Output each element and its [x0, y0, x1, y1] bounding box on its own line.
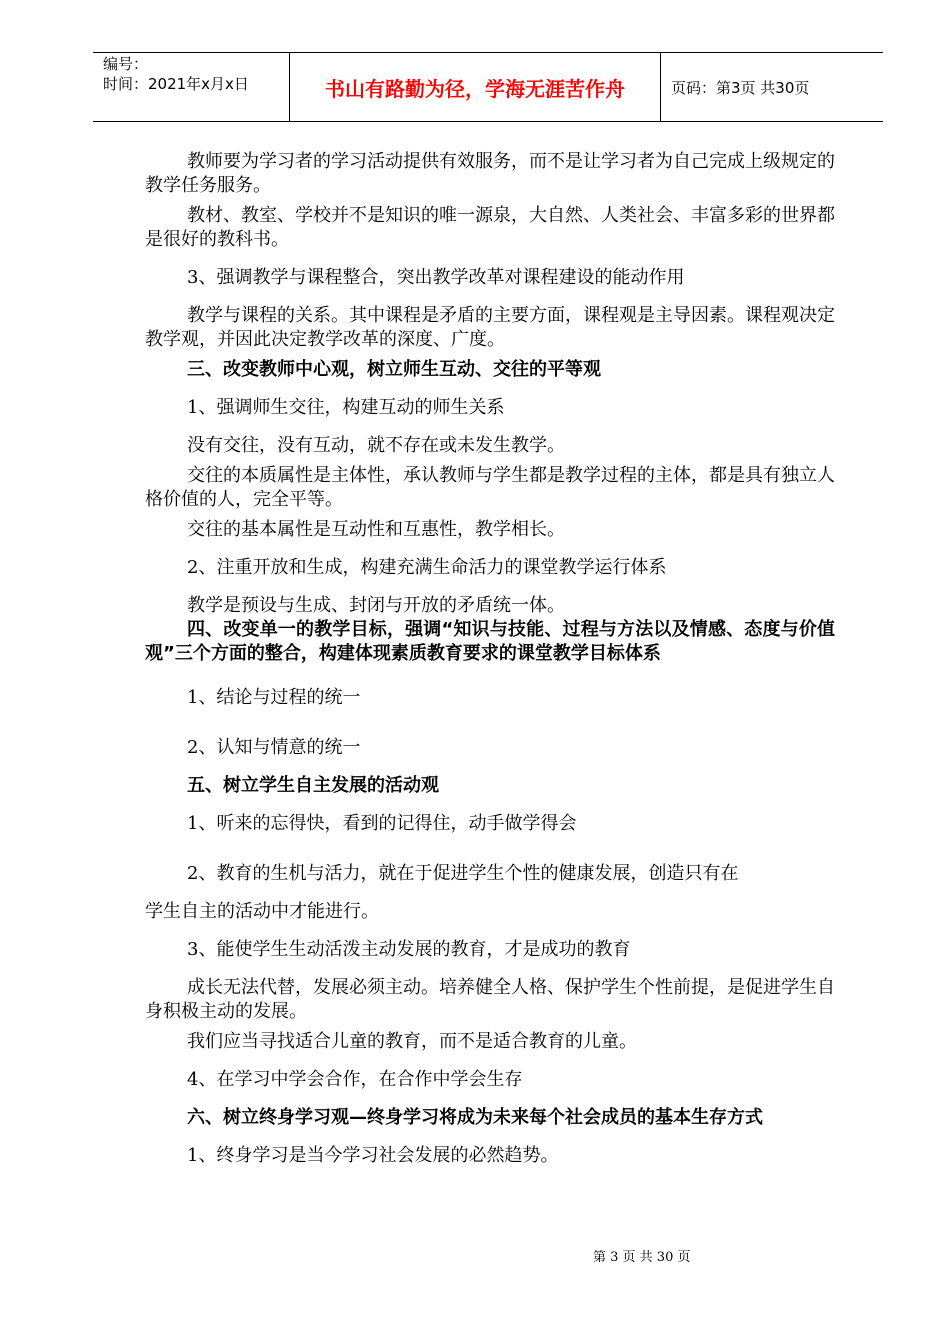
paragraph: 交往的基本属性是互动性和互惠性，教学相长。	[187, 519, 565, 540]
page-number: 第 3 页 共 30 页	[593, 1250, 691, 1265]
page-header	[93, 52, 883, 122]
section-heading: 六、树立终身学习观—终身学习将成为未来每个社会成员的基本生存方式	[187, 1107, 763, 1128]
subheading: 1、终身学习是当今学习社会发展的必然趋势。	[187, 1145, 559, 1166]
subheading: 2、注重开放和生成，构建充满生命活力的课堂教学运行体系	[187, 557, 667, 578]
subheading: 2、认知与情意的统一	[187, 737, 361, 758]
paragraph: 教师要为学习者的学习活动提供有效服务，而不是让学习者为自己完成上级规定的教学任务服务。	[145, 151, 835, 196]
header-page-label: 页码：第3页 共30页	[671, 78, 810, 97]
section-heading: 四、改变单一的教学目标，强调“知识与技能、过程与方法以及情感、态度与价值观”三个方面的整合，构建体现素质教育要求的课堂教学目标体系	[145, 619, 835, 664]
subheading: 3、能使学生生动活泼主动发展的教育，才是成功的教育	[187, 939, 631, 960]
subheading: 2、教育的生机与活力，就在于促进学生个性的健康发展，创造只有在	[187, 863, 739, 884]
document-code-label: 编号：	[103, 55, 149, 73]
paragraph: 教学与课程的关系。其中课程是矛盾的主要方面，课程观是主导因素。课程观决定教学观，并因此决定教学改革的深度、广度。	[145, 305, 835, 350]
document-time-label: 时间：2021年x月x日	[103, 75, 249, 93]
header-page-cell	[661, 53, 883, 121]
header-meta-cell	[93, 53, 290, 121]
paragraph: 教材、教室、学校并不是知识的唯一源泉，大自然、人类社会、丰富多彩的世界都是很好的教科书。	[145, 205, 835, 250]
paragraph: 没有交往，没有互动，就不存在或未发生教学。	[187, 435, 565, 456]
subheading: 1、听来的忘得快，看到的记得住，动手做学得会	[187, 813, 577, 834]
paragraph: 学生自主的活动中才能进行。	[145, 901, 379, 922]
paragraph: 我们应当寻找适合儿童的教育，而不是适合教育的儿童。	[187, 1031, 637, 1052]
paragraph: 交往的本质属性是主体性，承认教师与学生都是教学过程的主体，都是具有独立人格价值的人，完全平等。	[145, 465, 835, 510]
section-heading: 三、改变教师中心观，树立师生互动、交往的平等观	[187, 359, 601, 380]
section-heading: 五、树立学生自主发展的活动观	[187, 775, 439, 796]
document-body	[145, 150, 835, 1168]
subheading: 1、结论与过程的统一	[187, 687, 361, 708]
subheading: 3、强调教学与课程整合，突出教学改革对课程建设的能动作用	[187, 267, 685, 288]
paragraph: 教学是预设与生成、封闭与开放的矛盾统一体。	[187, 595, 565, 616]
subheading: 1、强调师生交往，构建互动的师生关系	[187, 397, 505, 418]
paragraph: 成长无法代替，发展必须主动。培养健全人格、保护学生个性前提，是促进学生自身积极主动的发展。	[145, 977, 835, 1022]
subheading: 4、在学习中学会合作，在合作中学会生存	[187, 1069, 523, 1090]
header-motto: 书山有路勤为径，学海无涯苦作舟	[325, 76, 625, 101]
header-motto-cell	[290, 53, 661, 121]
